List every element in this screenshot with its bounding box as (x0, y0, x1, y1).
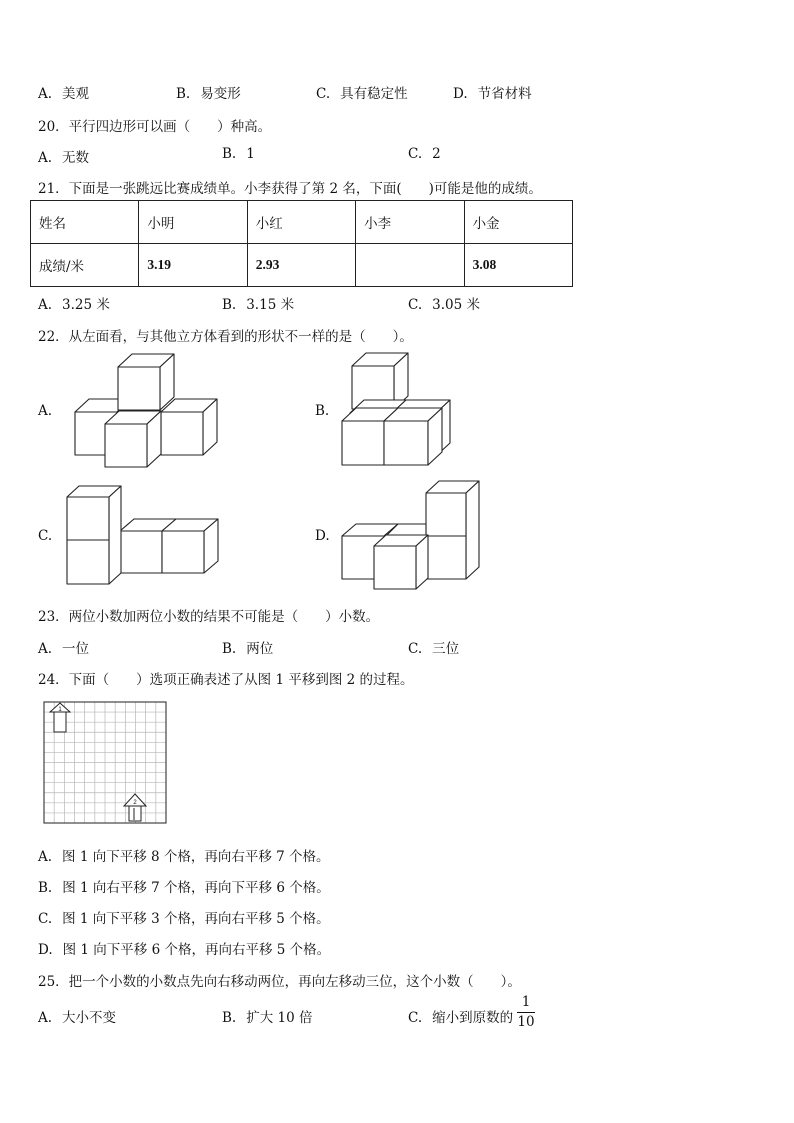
house-figure-1 (50, 703, 70, 732)
fraction-denominator: 10 (517, 1014, 535, 1030)
q19-option-c: C. 具有稳定性 (316, 86, 408, 102)
q25-stem: 25．把一个小数的小数点先向右移动两位，再向左移动三位，这个小数（ ）。 (38, 974, 521, 990)
q23-stem: 23．两位小数加两位小数的结果不可能是（ ）小数。 (38, 609, 380, 625)
q23-option-b: B. 两位 (222, 641, 274, 657)
q19-option-a: A. 美观 (38, 86, 90, 102)
q21-option-b: B. 3.15 米 (222, 297, 295, 313)
q22-label-c: C. (38, 528, 53, 544)
translation-grid (42, 700, 168, 826)
q21-option-c: C. 3.05 米 (408, 297, 480, 313)
cube-figure-a (60, 350, 230, 480)
q20-option-a: A. 无数 (38, 150, 90, 166)
q21-option-a: A. 3.25 米 (38, 297, 110, 313)
table-cell (356, 244, 464, 287)
cube-figure-b (335, 350, 455, 470)
table-cell: 3.19 (139, 244, 247, 287)
fraction-bar (517, 1012, 535, 1013)
q25-option-a: A. 大小不变 (38, 1010, 117, 1026)
q25-option-c: C. 缩小到原数的 (408, 1010, 514, 1026)
figure-1-label: 1 (58, 707, 62, 713)
q20-option-b: B. 1 (222, 146, 255, 162)
q19-option-d: D. 节省材料 (453, 86, 532, 102)
q19-option-b: B. 易变形 (176, 86, 241, 102)
table-row (31, 244, 573, 287)
fraction-one-tenth (517, 994, 535, 1031)
q20-stem: 20．平行四边形可以画（ ）种高。 (38, 119, 272, 135)
q24-option-d: D. 图 1 向下平移 6 个格，再向右平移 5 个格。 (38, 942, 331, 958)
fraction-numerator: 1 (521, 994, 531, 1010)
table-header-cell: 小李 (356, 201, 464, 244)
table-cell: 2.93 (247, 244, 355, 287)
q22-label-b: B. (315, 403, 330, 419)
table-header-cell: 姓名 (31, 201, 139, 244)
q24-option-a: A. 图 1 向下平移 8 个格，再向右平移 7 个格。 (38, 849, 330, 865)
house-figure-2 (124, 794, 146, 821)
q23-option-a: A. 一位 (38, 641, 90, 657)
q21-stem: 21．下面是一张跳远比赛成绩单。小李获得了第 2 名，下面( )可能是他的成绩。 (38, 181, 542, 197)
table-header-cell: 小红 (247, 201, 355, 244)
q24-option-c: C. 图 1 向下平移 3 个格，再向右平移 5 个格。 (38, 911, 330, 927)
q25-option-b: B. 扩大 10 倍 (222, 1010, 313, 1026)
figure-2-label: 2 (133, 800, 137, 806)
table-header-cell: 小金 (464, 201, 572, 244)
q22-label-a: A. (38, 403, 53, 419)
q22-stem: 22．从左面看，与其他立方体看到的形状不一样的是（ ）。 (38, 329, 413, 345)
q23-option-c: C. 三位 (408, 641, 460, 657)
q20-option-c: C. 2 (408, 146, 441, 162)
table-row (31, 201, 573, 244)
score-table (30, 200, 573, 287)
cube-figure-c (60, 480, 225, 590)
cube-figure-d (335, 478, 485, 593)
q24-option-b: B. 图 1 向右平移 7 个格，再向下平移 6 个格。 (38, 880, 330, 896)
q22-label-d: D. (315, 528, 330, 544)
table-row-label: 成绩/米 (31, 244, 139, 287)
table-header-cell: 小明 (139, 201, 247, 244)
q24-stem: 24．下面（ ）选项正确表述了从图 1 平移到图 2 的过程。 (38, 672, 414, 688)
table-cell: 3.08 (464, 244, 572, 287)
